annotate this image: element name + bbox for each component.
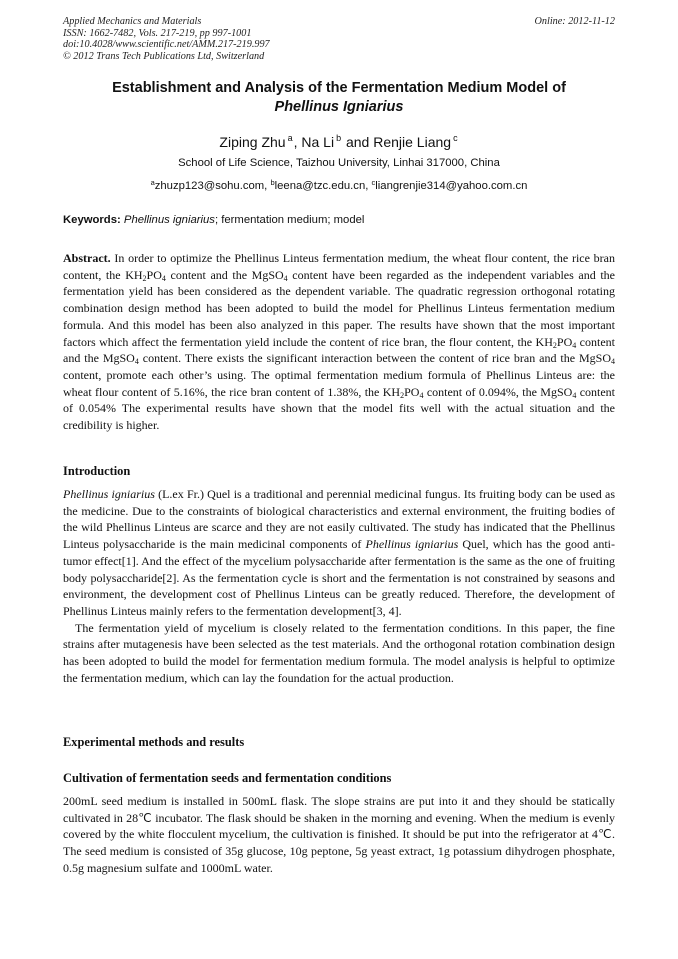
email-address: zhuzp123@sohu.com, xyxy=(154,180,271,192)
email-superscript: b xyxy=(270,178,275,187)
subscript: 4 xyxy=(572,340,577,350)
email-address: liangrenjie314@yahoo.com.cn xyxy=(375,180,528,192)
abstract xyxy=(63,250,615,434)
online-date: Online: 2012-11-12 xyxy=(534,16,615,27)
journal-name: Applied Mechanics and Materials xyxy=(63,16,202,27)
abstract-text: PO xyxy=(404,384,420,399)
title-line-1: Establishment and Analysis of the Fermentation Medium Model of xyxy=(112,80,566,96)
subscript: 2 xyxy=(400,390,405,400)
paragraph-text: Quel, which has the good anti-tumor effect[1]. And the effect of the mycelium polysaccharide after fermentation is the same as the one of fruiting body polysaccharide[2]. As the fermentation cycle is short and the fermentation is not constrained by seasons and environment, the development cost of Phellinus Linteus can be greatly reduced. Therefore, the development of Phellinus Linteus mainly refers to the fermentation development[3, 4]. xyxy=(63,537,616,618)
abstract-text: PO xyxy=(556,334,573,349)
author-superscript: c xyxy=(453,133,458,143)
subscript: 2 xyxy=(142,273,147,283)
methods-paragraph: 200mL seed medium is installed in 500mL flask. The slope strains are put into it and they should be statically cultivated in 28℃ incubator. The flask should be shaken in the morning and evening. When the medium is evenly covered by the white flocculent mycelium, the cultivation is finished. It should be put into the refrigerator at 4℃. The seed medium is consisted of 35g glucose, 10g peptone, 5g yeast extract, 1g potassium dihydrogen phosphate, 0.5g magnesium sulfate and 1000mL water. xyxy=(63,794,615,875)
email-list xyxy=(63,176,615,193)
title-line-2: Phellinus Igniarius xyxy=(274,99,404,115)
abstract-text: content and the MgSO xyxy=(165,267,284,282)
author-name: , Na Li xyxy=(293,134,335,150)
subsection-heading-cultivation: Cultivation of fermentation seeds and fermentation conditions xyxy=(63,771,392,785)
intro-paragraph-1 xyxy=(63,486,615,620)
intro-paragraph-2: The fermentation yield of mycelium is closely related to the fermentation conditions. In this paper, the fine strains after mutagenesis have been selected as the test materials. And the orthogonal rotation combination design has been adopted to build the model for fermentation medium formula. The model analysis is helpful to optimize the fermentation medium, which can lay the foundation for the actual production. xyxy=(63,620,615,685)
subscript: 4 xyxy=(611,357,615,367)
copyright-line: © 2012 Trans Tech Publications Ltd, Switzerland xyxy=(63,50,265,62)
subscript: 4 xyxy=(134,357,139,367)
keywords xyxy=(63,213,615,227)
abstract-text: content, promote each other’s using. The optimal fermentation medium formula of Phellinus Linteus are: the wheat flour content of 5.16%, the rice bran content of 1.38%, the KH xyxy=(63,367,615,399)
abstract-label: Abstract. xyxy=(63,251,111,265)
section-heading-methods: Experimental methods and results xyxy=(63,735,245,749)
author-superscript: a xyxy=(287,133,293,143)
issn-line: ISSN: 1662-7482, Vols. 217-219, pp 997-1001 xyxy=(63,27,252,39)
author-name: Ziping Zhu xyxy=(219,134,286,150)
keywords-rest: ; fermentation medium; model xyxy=(214,214,365,226)
abstract-text: content and the MgSO xyxy=(63,334,615,366)
abstract-text: content have been regarded as the independent variables and the fermentation yield has been considered as the dependent variable. The quadratic regression orthogonal rotating combination design method has been adopted to build the model for Phellinus Linteus fermentation medium formula. And this model has been also analyzed in this paper. The results have shown that the most important factors which affect the fermentation yield include the content of rice bran, the flour content, the KH xyxy=(63,267,616,349)
abstract-text: PO xyxy=(146,267,162,282)
italic-species-name: Phellinus igniarius xyxy=(63,487,155,501)
keywords-label: Keywords: xyxy=(63,214,121,226)
paper-title xyxy=(63,79,615,117)
paragraph-text: (L.ex Fr.) Quel is a traditional and perennial medicinal fungus. Its fruiting body can be used as the medicine. Due to the constraints of biological characteristics and external environment, the fruiting bodies of the wild Phellinus Linteus are scarce and they are not easily cultivated. The study has indicated that the Phellinus Linteus polysaccharide is the main medicinal components of xyxy=(63,487,616,552)
subscript: 4 xyxy=(572,390,577,400)
email-address: leena@tzc.edu.cn, xyxy=(274,180,372,192)
subscript: 2 xyxy=(552,340,557,350)
author-list xyxy=(63,129,615,151)
journal-header xyxy=(63,16,615,62)
abstract-text: content of 0.094%, the MgSO xyxy=(423,384,573,399)
author-superscript: b xyxy=(336,133,342,143)
introduction xyxy=(63,486,615,686)
abstract-text: In order to optimize the Phellinus Linteus fermentation medium, the wheat flour content, the rice bran content, the KH xyxy=(63,251,615,282)
email-superscript: a xyxy=(150,178,155,187)
subscript: 4 xyxy=(419,390,424,400)
doi-line: doi:10.4028/www.scientific.net/AMM.217-219.997 xyxy=(63,39,270,51)
subscript: 4 xyxy=(283,273,288,283)
abstract-text: content. There exists the significant interaction between the content of rice bran and the MgSO xyxy=(138,351,611,366)
subscript: 4 xyxy=(161,273,166,283)
section-heading-introduction: Introduction xyxy=(63,464,131,478)
abstract-text: content of 0.054% The experimental results have shown that the model fits well with the actual situation and the credibility is higher. xyxy=(63,384,616,433)
author-name: and Renjie Liang xyxy=(342,134,452,150)
italic-species-name: Phellinus igniarius xyxy=(365,537,459,552)
affiliation: School of Life Science, Taizhou University, Linhai 317000, China xyxy=(178,157,500,169)
keyword-italic: Phellinus igniarius xyxy=(123,214,215,226)
email-superscript: c xyxy=(371,178,376,187)
